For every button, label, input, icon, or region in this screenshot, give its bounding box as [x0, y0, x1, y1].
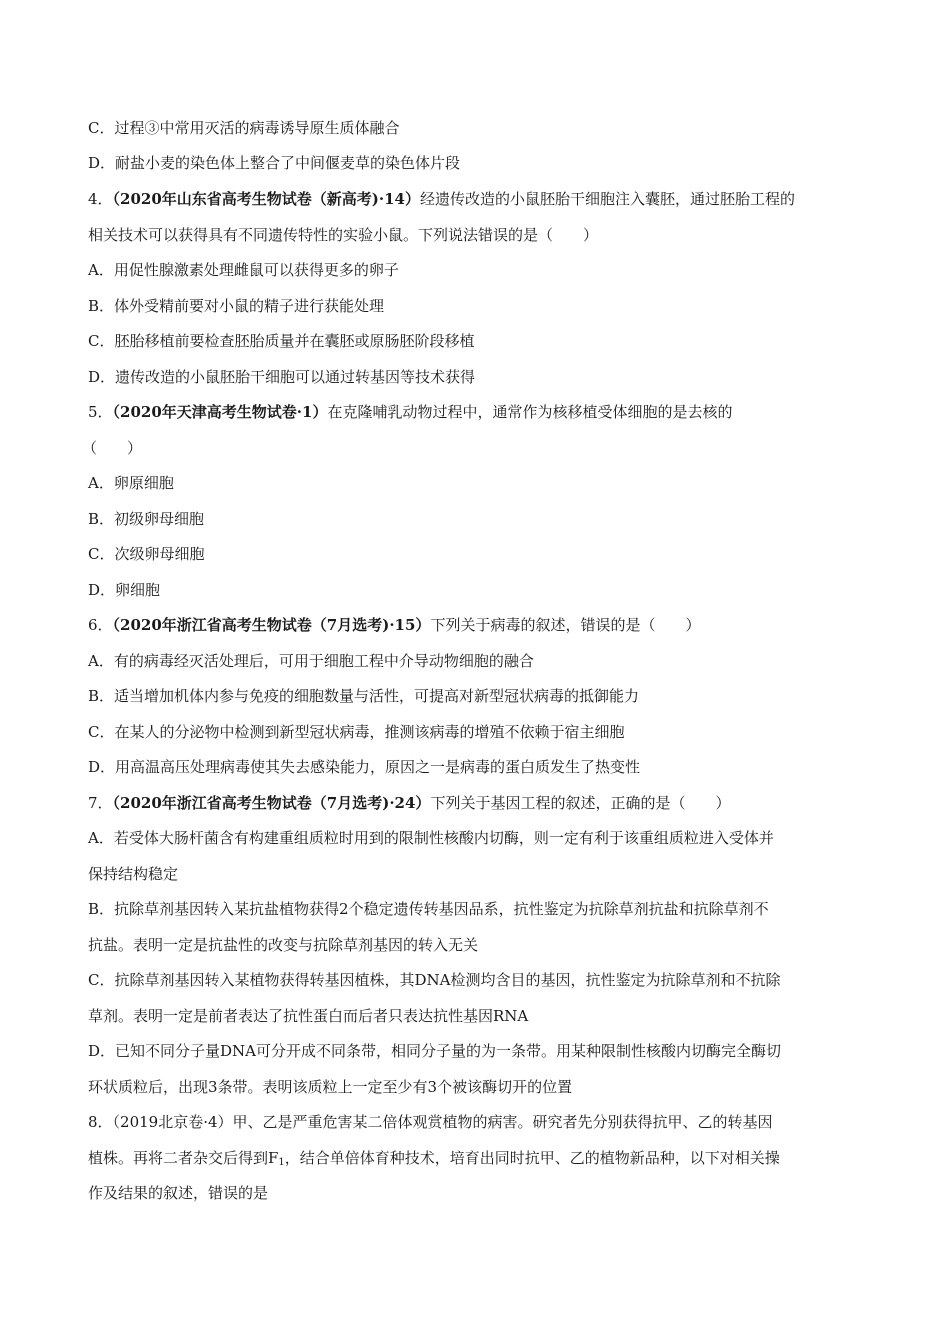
question-8-stem-cont: 植株。再将二者杂交后得到$F_1$，结合单倍体育种技术，培育出同时抗甲、乙的植物新品种，以下对相关操 [88, 1149, 780, 1168]
question-5-stem: 5．（2020年天津高考生物试卷·1）在克隆哺乳动物过程中，通常作为核移植受体细胞的是去核的 [88, 403, 733, 421]
option-d-q7: D．已知不同分子量DNA可分开成不同条带，相同分子量的为一条带。用某种限制性核酸内切酶完全酶切 [88, 1042, 782, 1060]
option-a-q5: A．卵原细胞 [88, 474, 174, 492]
option-d-q5: D．卵细胞 [88, 581, 161, 599]
option-a-q7: A．若受体大肠杆菌含有构建重组质粒时用到的限制性核酸内切酶，则一定有利于该重组质粒进入受体并 [88, 829, 774, 847]
option-b-q6: B．适当增加机体内参与免疫的细胞数量与活性，可提高对新型冠状病毒的抵御能力 [88, 687, 640, 705]
option-c-q3: C．过程③中常用灭活的病毒诱导原生质体融合 [88, 119, 400, 137]
option-d-q4: D．遗传改造的小鼠胚胎干细胞可以通过转基因等技术获得 [88, 368, 476, 386]
option-d-q3: D．耐盐小麦的染色体上整合了中间偃麦草的染色体片段 [88, 154, 461, 172]
question-7-stem: 7．（2020年浙江省高考生物试卷（7月选考)·24）下列关于基因工程的叙述，正确的是（ ） [88, 794, 731, 812]
option-c-q4: C．胚胎移植前要检查胚胎质量并在囊胚或原肠胚阶段移植 [88, 332, 475, 350]
option-a-q7-cont: 保持结构稳定 [88, 865, 179, 883]
option-b-q7: B．抗除草剂基因转入某抗盐植物获得2个稳定遗传转基因品系，抗性鉴定为抗除草剂抗盐和抗除草剂不 [88, 900, 769, 918]
question-4-stem-cont: 相关技术可以获得具有不同遗传特性的实验小鼠。下列说法错误的是（ ） [88, 226, 599, 244]
option-d-q7-cont: 环状质粒后，出现3条带。表明该质粒上一定至少有3个被该酶切开的位置 [88, 1078, 573, 1096]
option-c-q6: C．在某人的分泌物中检测到新型冠状病毒，推测该病毒的增殖不依赖于宿主细胞 [88, 723, 625, 741]
question-8-stem-end: 作及结果的叙述，错误的是 [88, 1184, 269, 1202]
option-b-q4: B．体外受精前要对小鼠的精子进行获能处理 [88, 297, 385, 315]
question-6-stem: 6．（2020年浙江省高考生物试卷（7月选考)·15）下列关于病毒的叙述，错误的是（ ） [88, 616, 701, 634]
option-b-q5: B．初级卵母细胞 [88, 510, 205, 528]
option-c-q7: C．抗除草剂基因转入某植物获得转基因植株，其DNA检测均含目的基因，抗性鉴定为抗除草剂和不抗除 [88, 971, 781, 989]
question-4-stem: 4．（2020年山东省高考生物试卷（新高考)·14）经遗传改造的小鼠胚胎干细胞注入囊胚，通过胚胎工程的 [88, 190, 796, 208]
option-d-q6: D．用高温高压处理病毒使其失去感染能力，原因之一是病毒的蛋白质发生了热变性 [88, 758, 641, 776]
option-c-q7-cont: 草剂。表明一定是前者表达了抗性蛋白而后者只表达抗性基因RNA [88, 1007, 529, 1025]
question-5-bracket: （ ） [82, 439, 143, 457]
option-c-q5: C．次级卵母细胞 [88, 545, 205, 563]
question-8-stem: 8．（2019北京卷·4）甲、乙是严重危害某二倍体观赏植物的病害。研究者先分别获得抗甲、乙的转基因 [88, 1113, 773, 1131]
option-b-q7-cont: 抗盐。表明一定是抗盐性的改变与抗除草剂基因的转入无关 [88, 936, 479, 954]
option-a-q6: A．有的病毒经灭活处理后，可用于细胞工程中介导动物细胞的融合 [88, 652, 534, 670]
option-a-q4: A．用促性腺激素处理雌鼠可以获得更多的卵子 [88, 261, 399, 279]
